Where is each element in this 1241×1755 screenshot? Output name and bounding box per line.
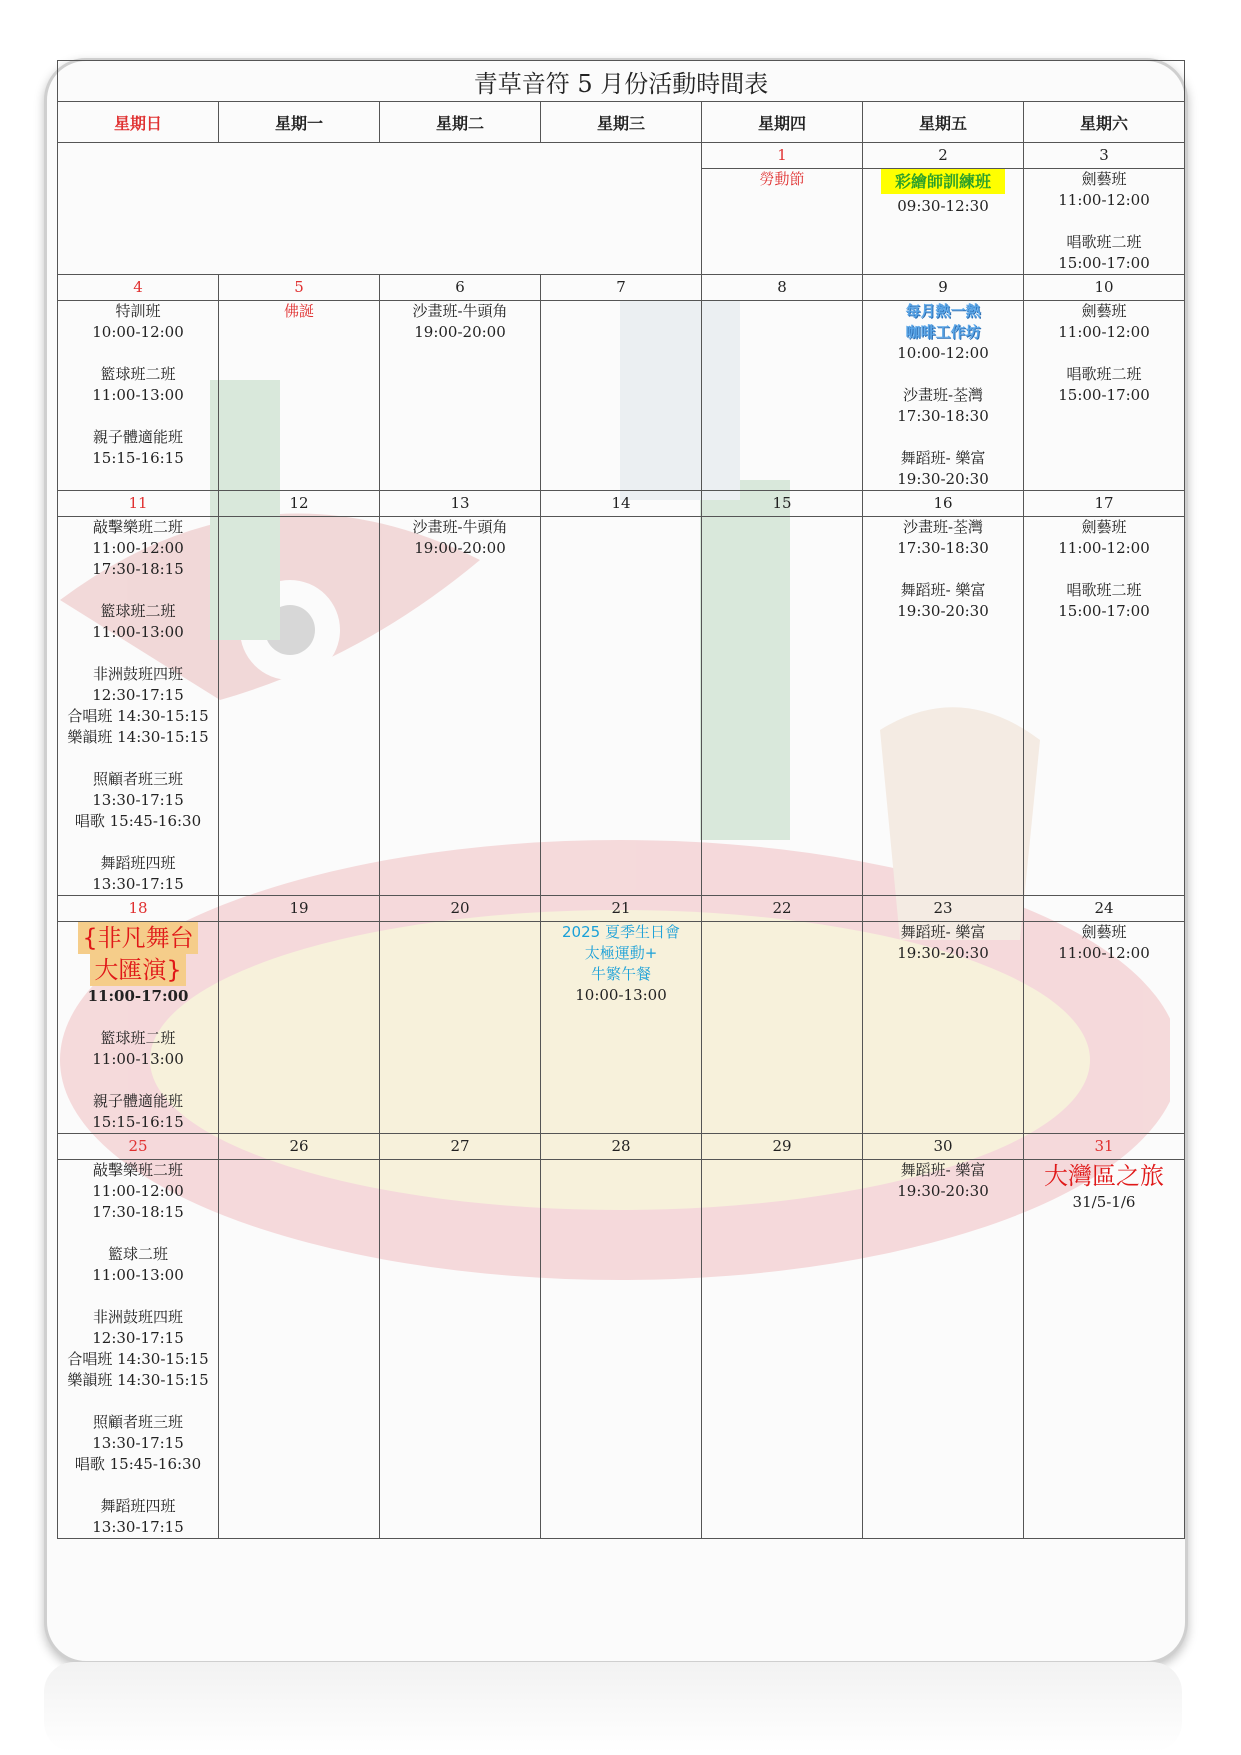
event-line: 11:00-13:00 — [92, 1050, 184, 1068]
event-line: 10:00-12:00 — [92, 323, 184, 341]
day-events-cell — [219, 1160, 380, 1539]
spacer — [58, 1391, 218, 1412]
day-events-cell — [58, 922, 219, 1134]
event-line — [58, 954, 218, 986]
date-number: 17 — [1024, 491, 1185, 517]
event-line: 敲擊樂班二班 — [92, 518, 183, 536]
event-line: 19:00-20:00 — [414, 539, 506, 557]
event-line: 樂韻班 14:30-15:15 — [67, 728, 209, 746]
event-line: 17:30-18:15 — [92, 1203, 184, 1221]
weekday-header-row — [58, 102, 1185, 143]
event-line: 佛誕 — [283, 302, 314, 320]
event-line: 11:00-12:00 — [92, 539, 184, 557]
spacer — [58, 343, 218, 364]
events-row — [58, 301, 1185, 491]
date-number: 8 — [702, 275, 863, 301]
date-row — [58, 143, 1185, 169]
event-line: 19:30-20:30 — [897, 470, 989, 488]
date-row — [58, 275, 1185, 301]
date-number: 26 — [219, 1134, 380, 1160]
day-events-cell — [1024, 1160, 1185, 1539]
event-line: 舞蹈班- 樂富 — [900, 1161, 986, 1179]
event-line: 沙畫班-牛頭角 — [412, 518, 508, 536]
event-line: 大灣區之旅 — [1044, 1162, 1164, 1190]
date-number: 20 — [380, 896, 541, 922]
day-events-cell — [863, 922, 1024, 1134]
event-line: 唱歌班二班 — [1066, 581, 1142, 599]
spacer — [1024, 211, 1184, 232]
event-line: 15:15-16:15 — [92, 1113, 184, 1131]
weekday-mon: 星期一 — [219, 102, 380, 143]
date-number: 31 — [1024, 1134, 1185, 1160]
event-line: 沙畫班-荃灣 — [902, 518, 984, 536]
day-events-cell — [219, 301, 380, 491]
event-line: 每月熱一熱 — [905, 302, 981, 320]
event-line: 11:00-12:00 — [1058, 539, 1150, 557]
event-line: 非洲鼓班四班 — [92, 1308, 183, 1326]
day-events-cell — [380, 1160, 541, 1539]
event-line: 劍藝班 — [1081, 302, 1127, 320]
spacer — [1024, 343, 1184, 364]
event-line: 11:00-12:00 — [1058, 323, 1150, 341]
event-line: 咖啡工作坊 — [905, 323, 981, 341]
weekday-wed: 星期三 — [541, 102, 702, 143]
event-line: 10:00-13:00 — [575, 986, 667, 1004]
date-number: 28 — [541, 1134, 702, 1160]
event-line: 11:00-13:00 — [92, 1266, 184, 1284]
spacer — [58, 748, 218, 769]
date-number: 1 — [702, 143, 863, 169]
event-line: 19:30-20:30 — [897, 602, 989, 620]
weekday-fri: 星期五 — [863, 102, 1024, 143]
event-line: 唱歌班二班 — [1066, 365, 1142, 383]
day-events-cell — [1024, 517, 1185, 896]
weekday-thu: 星期四 — [702, 102, 863, 143]
date-number: 3 — [1024, 143, 1185, 169]
event-line: 合唱班 14:30-15:15 — [67, 707, 209, 725]
event-line: 舞蹈班四班 — [100, 1497, 176, 1515]
event-line: 劍藝班 — [1081, 170, 1127, 188]
date-number: 30 — [863, 1134, 1024, 1160]
event-line: 11:00-13:00 — [92, 386, 184, 404]
spacer — [58, 1286, 218, 1307]
day-events-cell — [1024, 301, 1185, 491]
training-highlight: 彩繪師訓練班 — [881, 169, 1005, 194]
date-number: 16 — [863, 491, 1024, 517]
spacer — [58, 406, 218, 427]
day-events-cell — [219, 922, 380, 1134]
event-line — [863, 169, 1023, 194]
date-number: 18 — [58, 896, 219, 922]
day-events-cell — [541, 301, 702, 491]
event-line: 唱歌 15:45-16:30 — [74, 812, 202, 830]
date-number: 27 — [380, 1134, 541, 1160]
date-row — [58, 896, 1185, 922]
day-events-cell — [863, 1160, 1024, 1539]
day-events-cell — [702, 517, 863, 896]
date-number: 19 — [219, 896, 380, 922]
event-line: 13:30-17:15 — [92, 875, 184, 893]
event-line: 劍藝班 — [1081, 923, 1127, 941]
weekday-sat: 星期六 — [1024, 102, 1185, 143]
day-events-cell — [541, 922, 702, 1134]
event-line: 19:00-20:00 — [414, 323, 506, 341]
day-events-cell — [863, 517, 1024, 896]
day-events-cell — [863, 169, 1024, 275]
event-line: 籃球班二班 — [100, 602, 176, 620]
event-line: 11:00-13:00 — [92, 623, 184, 641]
event-line: 太極運動+ — [584, 944, 658, 962]
date-number: 29 — [702, 1134, 863, 1160]
date-number: 10 — [1024, 275, 1185, 301]
spacer — [863, 364, 1023, 385]
day-events-cell — [58, 517, 219, 896]
day-events-cell — [380, 922, 541, 1134]
spacer — [58, 1475, 218, 1496]
date-number: 13 — [380, 491, 541, 517]
event-line: 唱歌班二班 — [1066, 233, 1142, 251]
day-events-cell — [219, 517, 380, 896]
date-row — [58, 491, 1185, 517]
event-line: 籃球班二班 — [100, 365, 176, 383]
date-number: 5 — [219, 275, 380, 301]
performance-highlight: {非凡舞台 — [78, 922, 197, 954]
date-number: 6 — [380, 275, 541, 301]
event-line: 19:30-20:30 — [897, 1182, 989, 1200]
date-number: 4 — [58, 275, 219, 301]
bottom-shadow — [44, 1662, 1182, 1752]
day-events-cell — [541, 517, 702, 896]
date-number: 22 — [702, 896, 863, 922]
day-events-cell — [702, 301, 863, 491]
spacer — [58, 580, 218, 601]
day-events-cell — [541, 1160, 702, 1539]
date-number: 25 — [58, 1134, 219, 1160]
event-line: 敲擊樂班二班 — [92, 1161, 183, 1179]
event-line: 13:30-17:15 — [92, 1434, 184, 1452]
event-line: 11:00-12:00 — [1058, 944, 1150, 962]
day-events-cell — [380, 517, 541, 896]
event-line: 勞動節 — [759, 170, 805, 188]
event-line: 沙畫班-荃灣 — [902, 386, 984, 404]
date-number: 9 — [863, 275, 1024, 301]
event-line: 劍藝班 — [1081, 518, 1127, 536]
event-line: 親子體適能班 — [92, 428, 183, 446]
spacer — [58, 1070, 218, 1091]
event-line: 舞蹈班- 樂富 — [900, 581, 986, 599]
day-events-cell — [58, 301, 219, 491]
event-line: 牛繁午餐 — [590, 965, 651, 983]
date-number: 23 — [863, 896, 1024, 922]
spacer — [863, 559, 1023, 580]
day-events-cell — [1024, 922, 1185, 1134]
day-events-cell — [702, 1160, 863, 1539]
event-line: 樂韻班 14:30-15:15 — [67, 1371, 209, 1389]
event-line: 特訓班 — [115, 302, 161, 320]
date-number: 15 — [702, 491, 863, 517]
spacer — [58, 832, 218, 853]
date-number: 21 — [541, 896, 702, 922]
date-number: 2 — [863, 143, 1024, 169]
event-line: 12:30-17:15 — [92, 686, 184, 704]
event-line — [58, 922, 218, 954]
event-line: 17:30-18:15 — [92, 560, 184, 578]
event-line: 籃球二班 — [107, 1245, 168, 1263]
date-number: 14 — [541, 491, 702, 517]
spacer — [58, 1007, 218, 1028]
date-row — [58, 1134, 1185, 1160]
events-row — [58, 922, 1185, 1134]
date-number: 11 — [58, 491, 219, 517]
calendar-body — [58, 143, 1185, 1539]
event-line: 親子體適能班 — [92, 1092, 183, 1110]
event-line: 19:30-20:30 — [897, 944, 989, 962]
weekday-sun: 星期日 — [58, 102, 219, 143]
page-title: 青草音符 5 月份活動時間表 — [58, 61, 1185, 102]
performance-highlight: 大匯演} — [90, 954, 185, 986]
event-line: 12:30-17:15 — [92, 1329, 184, 1347]
event-line: 照顧者班三班 — [92, 1413, 183, 1431]
event-line: 15:00-17:00 — [1058, 602, 1150, 620]
event-line: 17:30-18:30 — [897, 407, 989, 425]
event-line: 11:00-17:00 — [87, 987, 189, 1005]
event-line: 15:15-16:15 — [92, 449, 184, 467]
spacer — [863, 427, 1023, 448]
day-events-cell — [1024, 169, 1185, 275]
spacer — [1024, 559, 1184, 580]
event-line: 11:00-12:00 — [1058, 191, 1150, 209]
spacer — [58, 1223, 218, 1244]
event-line: 15:00-17:00 — [1058, 254, 1150, 272]
event-line: 31/5-1/6 — [1072, 1193, 1136, 1211]
event-line: 合唱班 14:30-15:15 — [67, 1350, 209, 1368]
day-events-cell — [58, 1160, 219, 1539]
event-line: 照顧者班三班 — [92, 770, 183, 788]
empty-prev-month-cell — [58, 143, 702, 275]
event-line: 11:00-12:00 — [92, 1182, 184, 1200]
day-events-cell — [380, 301, 541, 491]
event-line: 唱歌 15:45-16:30 — [74, 1455, 202, 1473]
date-number: 7 — [541, 275, 702, 301]
events-row — [58, 517, 1185, 896]
event-line: 籃球班二班 — [100, 1029, 176, 1047]
event-line: 10:00-12:00 — [897, 344, 989, 362]
event-line: 09:30-12:30 — [897, 197, 989, 215]
date-number: 12 — [219, 491, 380, 517]
event-line: 13:30-17:15 — [92, 1518, 184, 1536]
day-events-cell — [863, 301, 1024, 491]
event-line: 舞蹈班- 樂富 — [900, 449, 986, 467]
event-line: 舞蹈班四班 — [100, 854, 176, 872]
weekday-tue: 星期二 — [380, 102, 541, 143]
event-line: 15:00-17:00 — [1058, 386, 1150, 404]
event-line: 17:30-18:30 — [897, 539, 989, 557]
day-events-cell — [702, 169, 863, 275]
event-line: 13:30-17:15 — [92, 791, 184, 809]
spacer — [58, 643, 218, 664]
event-line: 非洲鼓班四班 — [92, 665, 183, 683]
event-line: 舞蹈班- 樂富 — [900, 923, 986, 941]
day-events-cell — [702, 922, 863, 1134]
event-line: 2025 夏季生日會 — [562, 923, 680, 941]
calendar-table — [57, 60, 1185, 1539]
event-line: 沙畫班-牛頭角 — [412, 302, 508, 320]
date-number: 24 — [1024, 896, 1185, 922]
events-row — [58, 1160, 1185, 1539]
